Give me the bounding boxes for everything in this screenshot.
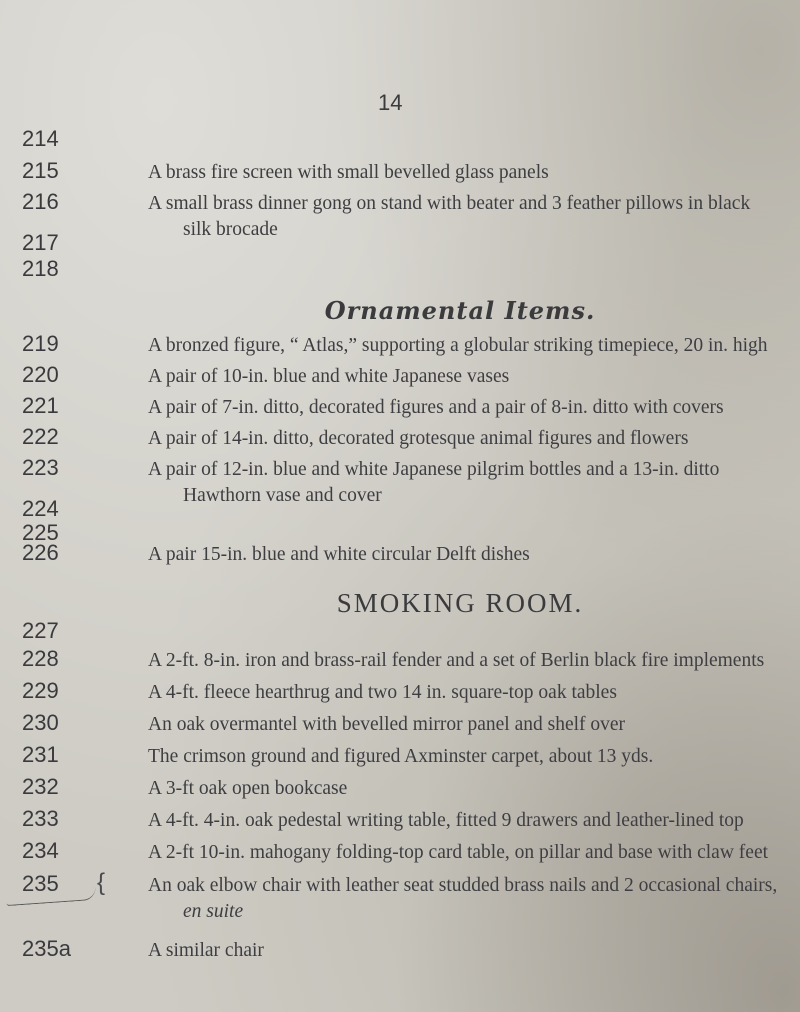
lot-description: A pair 15-in. blue and white circular Delft dishes <box>148 544 530 565</box>
lot-number: 227 <box>22 618 59 643</box>
section-heading-smoking-room: SMOKING ROOM. <box>336 588 584 618</box>
lot-number: 226 <box>22 540 59 565</box>
lot-description: A 2-ft. 8-in. iron and brass-rail fender and a set of Berlin black fire implements <box>148 650 765 671</box>
lot-description: A pair of 14-in. ditto, decorated grotesque animal figures and flowers <box>148 428 689 449</box>
lot-number: 215 <box>22 158 59 183</box>
lot-description: An oak overmantel with bevelled mirror panel and shelf over <box>148 714 626 735</box>
lot-number: 234 <box>22 838 59 863</box>
lot-number: 235a <box>22 936 71 961</box>
lot-number: 220 <box>22 362 59 387</box>
lot-number: 228 <box>22 646 59 671</box>
lot-number: 231 <box>22 742 59 767</box>
lot-description: The crimson ground and figured Axminster carpet, about 13 yds. <box>148 746 654 767</box>
lot-number: 232 <box>22 774 59 799</box>
lot-number: 230 <box>22 710 59 735</box>
lot-number: 217 <box>22 230 59 255</box>
lot-number: 216 <box>22 189 59 214</box>
lot-description: A 4-ft. fleece hearthrug and two 14 in. square-top oak tables <box>148 682 617 703</box>
lot-description <box>148 191 796 243</box>
pen-flourish <box>6 887 97 906</box>
lot-number: 233 <box>22 806 59 831</box>
lot-description-line: An oak elbow chair with leather seat studded brass nails and 2 occasional chairs, <box>148 875 778 896</box>
section-heading-ornamental: Ornamental Items. <box>324 296 596 325</box>
lot-description-line: A small brass dinner gong on stand with beater and 3 feather pillows in black <box>148 193 751 214</box>
lot-description: A bronzed figure, “ Atlas,” supporting a globular striking timepiece, 20 in. high <box>148 335 768 356</box>
lot-description: A 4-ft. 4-in. oak pedestal writing table, fitted 9 drawers and leather-lined top <box>148 810 744 831</box>
lot-number: 224 <box>22 496 59 521</box>
lot-description: A pair of 10-in. blue and white Japanese vases <box>148 366 510 387</box>
page-number: 14 <box>378 90 403 115</box>
lot-description: A 3-ft oak open bookcase <box>148 778 348 799</box>
lot-number: 223 <box>22 455 59 480</box>
lot-number: 218 <box>22 256 59 281</box>
lot-number: 221 <box>22 393 59 418</box>
lot-number: 214 <box>22 126 59 151</box>
lot-description <box>148 457 796 509</box>
lot-description: A similar chair <box>148 940 264 961</box>
lot-description-continuation: silk brocade <box>183 219 278 240</box>
lot-description-continuation: Hawthorn vase and cover <box>183 485 382 506</box>
lot-description-line: A pair of 12-in. blue and white Japanese pilgrim bottles and a 13-in. ditto <box>148 459 720 480</box>
lot-number: 229 <box>22 678 59 703</box>
bracket-mark: { <box>97 869 106 896</box>
lot-number: 222 <box>22 424 59 449</box>
lot-description: A 2-ft 10-in. mahogany folding-top card table, on pillar and base with claw feet <box>148 842 769 863</box>
lot-description: A pair of 7-in. ditto, decorated figures and a pair of 8-in. ditto with covers <box>148 397 724 418</box>
lot-description: A brass fire screen with small bevelled glass panels <box>148 162 549 183</box>
lot-description-continuation: en suite <box>183 901 244 922</box>
lot-number: 225 <box>22 520 59 545</box>
lot-description <box>148 873 796 925</box>
lot-number: 235 <box>22 871 59 896</box>
lot-number: 219 <box>22 331 59 356</box>
